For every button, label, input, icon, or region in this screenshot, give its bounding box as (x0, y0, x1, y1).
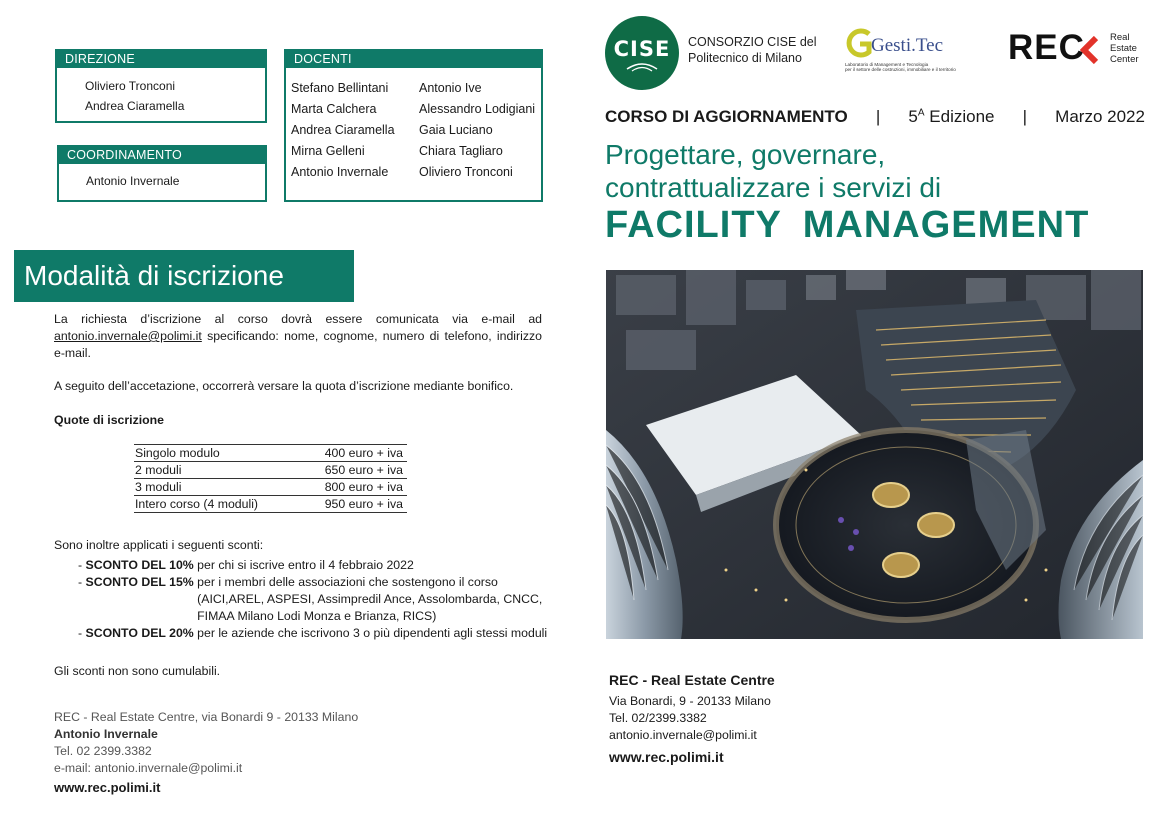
contact-left (54, 709, 358, 796)
contact-email[interactable]: e-mail: antonio.invernale@polimi.it (54, 761, 243, 775)
website-link[interactable]: www.rec.polimi.it (609, 749, 724, 765)
gestitec-sub-line: per il settore delle costruzioni, immobiliare e il territorio (845, 67, 956, 72)
rec-sub-line: Real (1110, 32, 1130, 43)
cise-line: CONSORZIO CISE del (688, 35, 817, 49)
list-item (78, 625, 548, 642)
title-line: Progettare, governare, (605, 139, 886, 170)
list-item (78, 574, 548, 625)
quote-value: 400 euro + iva (298, 445, 407, 462)
direzione-name: Oliviero Tronconi (85, 79, 176, 93)
quote-value: 950 euro + iva (298, 496, 407, 513)
cise-logo (605, 16, 679, 90)
edition-sup: A (917, 107, 925, 119)
contact-email[interactable]: antonio.invernale@polimi.it (609, 728, 757, 742)
docente-name: Gaia Luciano (419, 123, 493, 137)
docente-name: Andrea Ciaramella (291, 123, 395, 137)
direzione-name: Andrea Ciaramella (85, 99, 185, 113)
title-line: contrattualizzare i servizi di (605, 172, 942, 203)
rec-arrow-icon (1080, 36, 1110, 64)
rec-sub-line: Center (1110, 54, 1139, 65)
gestitec-g-icon (845, 26, 873, 60)
aerial-photo-illustration (606, 270, 1143, 639)
quote-value: 650 euro + iva (298, 462, 407, 479)
docente-name: Mirna Gelleni (291, 144, 365, 158)
corso-line (605, 107, 1145, 127)
sconto-text: per chi si iscrive entro il 4 febbraio 2022 (197, 558, 414, 572)
rec-logo (1008, 30, 1148, 70)
docenti-box (284, 49, 543, 202)
docente-name: Oliviero Tronconi (419, 165, 513, 179)
direzione-title: DIREZIONE (57, 51, 265, 68)
sconto-text: per le aziende che iscrivono 3 o più dipendenti agli stessi moduli (197, 626, 548, 640)
cise-text (688, 34, 817, 66)
rec-word: REC (1008, 28, 1085, 67)
course-title-main: FACILITY MANAGEMENT (605, 204, 1090, 246)
sconto-label: SCONTO DEL 10% (85, 558, 194, 572)
coordinamento-name: Antonio Invernale (86, 174, 180, 188)
contact-tel: Tel. 02 2399.3382 (54, 744, 152, 758)
docente-name: Antonio Invernale (291, 165, 389, 179)
rec-sub-line: Estate (1110, 43, 1137, 54)
quote-table (134, 444, 407, 513)
quote-label: Intero corso (4 moduli) (134, 496, 298, 513)
quote-label: Singolo modulo (134, 445, 298, 462)
website-link[interactable]: www.rec.polimi.it (54, 780, 161, 795)
sconti-note: Gli sconti non sono cumulabili. (54, 664, 221, 678)
contact-head: REC - Real Estate Centre (609, 672, 775, 688)
bonifico-paragraph: A seguito dell’accetazione, occorrerà versare la quota d’iscrizione mediante bonifico. (54, 379, 514, 393)
corso-label: CORSO DI AGGIORNAMENTO (605, 107, 848, 126)
cise-arc-icon (605, 16, 679, 90)
gestitec-sub (845, 62, 975, 72)
quote-label: 2 moduli (134, 462, 298, 479)
contact-name: Antonio Invernale (54, 727, 158, 741)
separator: | (875, 107, 881, 126)
modalita-heading: Modalità di iscrizione (14, 250, 354, 302)
table-row (134, 445, 407, 462)
email-link[interactable]: antonio.invernale@polimi.it (54, 329, 202, 343)
sconto-label: SCONTO DEL 20% (85, 626, 194, 640)
edition-num: 5 (908, 107, 918, 126)
rec-sub (1110, 32, 1139, 65)
sconto-label: SCONTO DEL 15% (85, 575, 194, 589)
docente-name: Marta Calchera (291, 102, 377, 116)
gestitec-sub-line: Laboratorio di Management e Tecnologia (845, 62, 929, 67)
contact-tel: Tel. 02/2399.3382 (609, 711, 707, 725)
sconto-text: per i membri delle associazioni che sostengono il corso (AICI,AREL, ASPESI, Assimpredil Ance, Assolombarda, CNCC, FIMAA Milano Lodi Monza e Brianza, RICS) (197, 575, 543, 623)
docente-name: Stefano Bellintani (291, 81, 389, 95)
docente-name: Chiara Tagliaro (419, 144, 503, 158)
direzione-box (55, 49, 267, 123)
gestitec-logo (845, 26, 975, 78)
p1-text-after: specificando: nome, cognome, numero di telefono, indirizzo e-mail. (54, 329, 542, 360)
gestitec-word: Gesti.Tec (871, 35, 944, 56)
cise-line: Politecnico di Milano (688, 51, 802, 65)
table-row (134, 462, 407, 479)
sconti-intro: Sono inoltre applicati i seguenti sconti: (54, 538, 264, 552)
coordinamento-box (57, 145, 267, 202)
course-title (605, 138, 941, 204)
quote-label: 3 moduli (134, 479, 298, 496)
docente-name: Alessandro Lodigiani (419, 102, 536, 116)
quote-value: 800 euro + iva (298, 479, 407, 496)
iscrizione-paragraph (54, 311, 542, 362)
aerial-city-photo (606, 270, 1143, 639)
table-row (134, 479, 407, 496)
quote-title: Quote di iscrizione (54, 413, 165, 427)
edition (908, 107, 994, 127)
list-item (78, 557, 548, 574)
sconto-prefix: - (78, 575, 86, 589)
sconto-prefix: - (78, 626, 86, 640)
contact-address: REC - Real Estate Centre, via Bonardi 9 - 20133 Milano (54, 710, 359, 724)
p1-text: La richiesta d’iscrizione al corso dovrà essere comunicata via e-mail ad (54, 312, 542, 326)
separator: | (1022, 107, 1028, 126)
docente-name: Antonio Ive (419, 81, 482, 95)
contact-right (609, 672, 775, 766)
cise-mark: CISE (613, 37, 671, 61)
sconti-list (78, 557, 548, 642)
contact-address: Via Bonardi, 9 - 20133 Milano (609, 694, 771, 708)
course-date: Marzo 2022 (1055, 107, 1145, 126)
edition-word: Edizione (929, 107, 995, 126)
table-row (134, 496, 407, 513)
sconto-prefix: - (78, 558, 86, 572)
docenti-title: DOCENTI (286, 51, 541, 68)
coordinamento-title: COORDINAMENTO (59, 147, 265, 164)
